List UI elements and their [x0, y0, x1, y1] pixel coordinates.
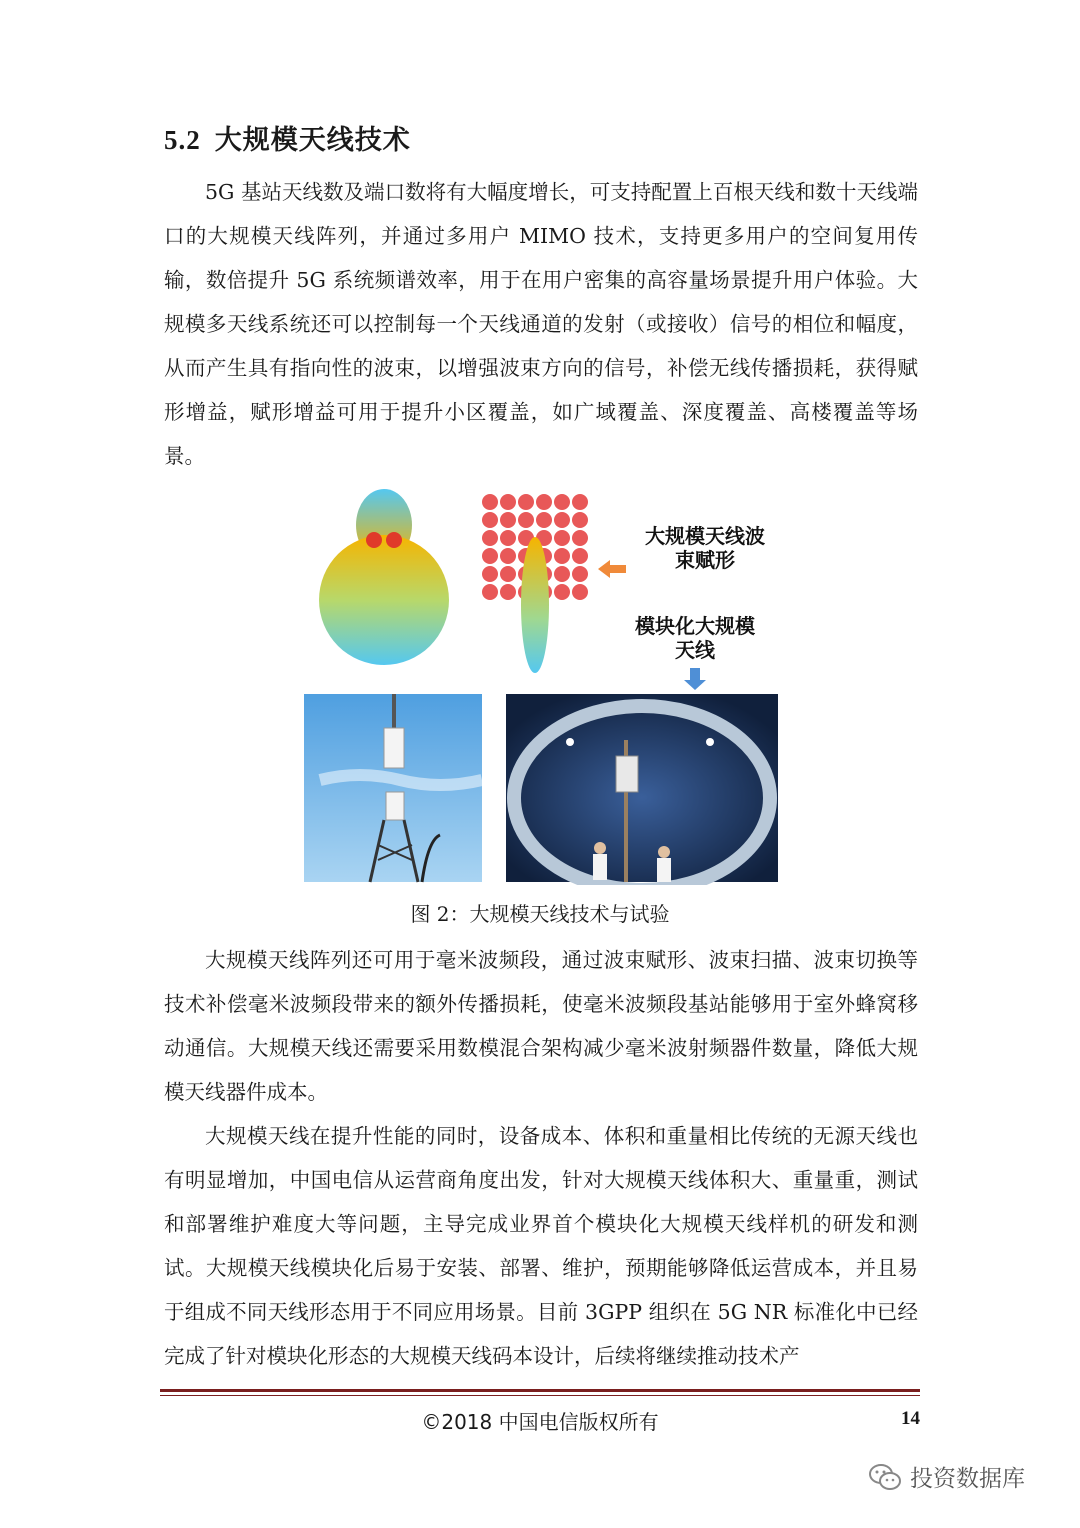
paragraph-1: 5G 基站天线数及端口数将有大幅度增长，可支持配置上百根天线和数十天线端口的大规模天线阵列，并通过多用户 MIMO 技术，支持更多用户的空间复用传输，数倍提升 5G 系统频谱效率，用于在用户密集的高容量场景提升用户体验。大规模多天线系统还可以控制每一个天线通道的发射（或接收）信号的相位和幅度，从而产生具有指向性的波束，以增强波束方向的信号，补偿无线传播损耗，获得赋形增益，赋形增益可用于提升小区覆盖，如广域覆盖、深度覆盖、高楼覆盖等场景。	[164, 180, 918, 468]
photo-anechoic-chamber	[506, 694, 778, 885]
paragraph-2: 大规模天线阵列还可用于毫米波频段，通过波束赋形、波束扫描、波束切换等技术补偿毫米波频段带来的额外传播损耗，使毫米波频段基站能够用于室外蜂窝移动通信。大规模天线还需要采用数模混合架构减少毫米波射频器件数量，降低大规模天线器件成本。	[164, 948, 918, 1104]
arrow-down-icon	[684, 668, 706, 690]
paragraph-3: 大规模天线在提升性能的同时，设备成本、体积和重量相比传统的无源天线也有明显增加，中国电信从运营商角度出发，针对大规模天线体积大、重量重，测试和部署维护难度大等问题，主导完成业界首个模块化大规模天线样机的研发和测试。大规模天线模块化后易于安装、部署、维护，预期能够降低运营成本，并且易于组成不同天线形态用于不同应用场景。目前 3GPP 组织在 5G NR 标准化中已经完成了针对模块化形态的大规模天线码本设计，后续将继续推动技术产	[164, 1124, 918, 1368]
watermark	[868, 1460, 1025, 1493]
photo-antenna-tower	[304, 694, 482, 882]
footer-copyright: ©2018 中国电信版权所有	[421, 1410, 659, 1434]
label-beamforming: 大规模天线波 束赋形	[645, 524, 765, 572]
section-number: 5.2	[164, 125, 201, 155]
page-number: 14	[901, 1408, 920, 1429]
wechat-icon	[868, 1463, 902, 1491]
section-heading	[164, 118, 411, 157]
figure-caption: 图 2：大规模天线技术与试验	[410, 902, 670, 926]
watermark-text: 投资数据库	[910, 1466, 1025, 1492]
label-modular-antenna: 模块化大规模 天线	[635, 614, 755, 662]
footer-divider	[160, 1389, 920, 1392]
pencil-beam	[521, 537, 549, 673]
footer-divider-thin	[160, 1395, 920, 1396]
figure-massive-mimo	[300, 480, 790, 885]
beam-pattern	[319, 489, 449, 665]
section-title: 大规模天线技术	[214, 125, 411, 156]
